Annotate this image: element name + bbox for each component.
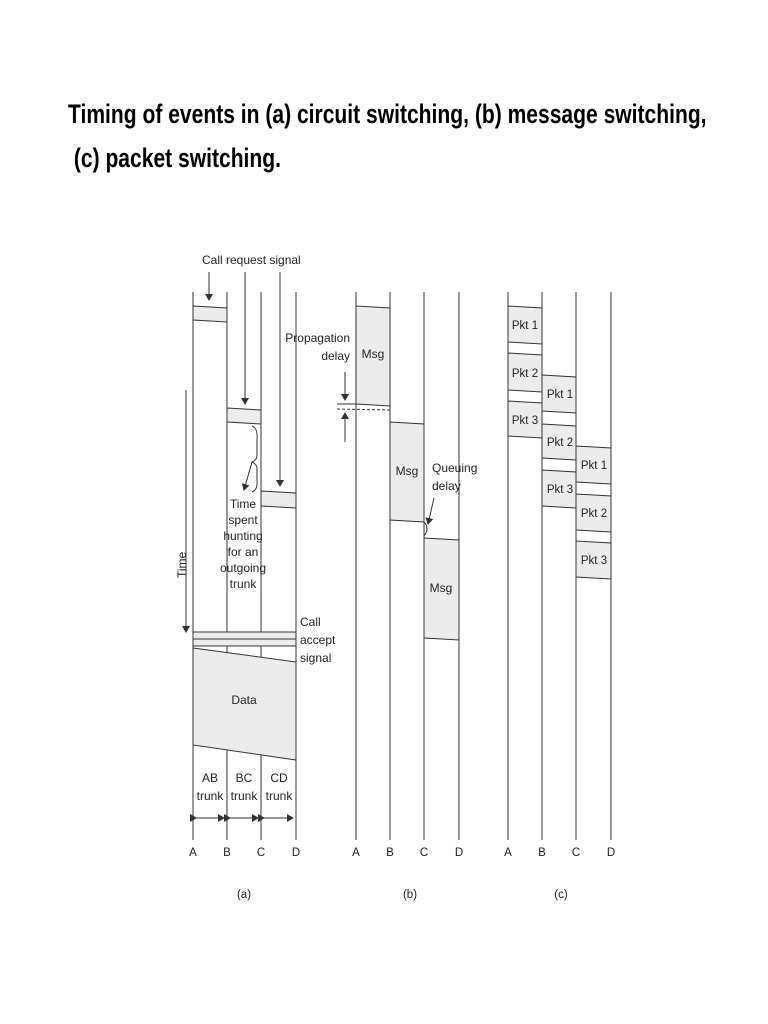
node-d-label-b: D bbox=[454, 847, 464, 859]
node-d-label-a: D bbox=[291, 847, 301, 859]
pkt2-bc-label: Pkt 2 bbox=[546, 437, 574, 449]
call-request-cd bbox=[261, 491, 296, 508]
node-b-label-b: B bbox=[386, 847, 394, 859]
time-label: Time bbox=[175, 551, 189, 578]
hunt-label-3: for an bbox=[227, 545, 259, 559]
pkt2-ab-label: Pkt 2 bbox=[511, 368, 539, 380]
node-c-label-a: C bbox=[256, 847, 266, 859]
trunk-bc-1: trunk bbox=[230, 789, 258, 803]
trunk-cd-1: trunk bbox=[265, 789, 293, 803]
hunt-label-4: outgoing bbox=[219, 561, 267, 575]
trunk-bc-0: BC bbox=[235, 771, 253, 785]
trunk-ab-0: AB bbox=[201, 771, 219, 785]
data-label: Data bbox=[231, 693, 257, 707]
hunt-label-2: hunting bbox=[223, 529, 263, 543]
node-b-label-a: B bbox=[223, 847, 231, 859]
node-c-label-c: C bbox=[571, 847, 581, 859]
msg-label-2: Msg bbox=[395, 464, 419, 478]
trunk-cd-0: CD bbox=[270, 771, 288, 785]
pkt1-bc-label: Pkt 1 bbox=[546, 389, 574, 401]
node-c-label-b: C bbox=[419, 847, 429, 859]
caption-c: (c) bbox=[554, 889, 568, 901]
hunt-brace bbox=[252, 426, 257, 492]
call-request-ab bbox=[193, 306, 227, 322]
accept-label-1: accept bbox=[300, 633, 336, 647]
prop-label-0: Propagation bbox=[285, 331, 350, 345]
pkt3-bc-label: Pkt 3 bbox=[546, 484, 574, 496]
pkt3-ab-label: Pkt 3 bbox=[511, 415, 539, 427]
node-a-label-b: A bbox=[352, 847, 360, 859]
call-request-bc bbox=[227, 408, 261, 424]
call-request-label: Call request signal bbox=[202, 253, 301, 267]
hunt-label-1: spent bbox=[228, 513, 258, 527]
queuing-label-1: delay bbox=[432, 479, 461, 493]
caption-b: (b) bbox=[402, 889, 418, 901]
panel-a-labels bbox=[175, 253, 336, 901]
node-a-label-c: A bbox=[504, 847, 512, 859]
pkt1-cd-label: Pkt 1 bbox=[580, 460, 608, 472]
queuing-label-0: Queuing bbox=[432, 461, 478, 475]
node-a-label-a: A bbox=[189, 847, 197, 859]
hunt-label-5: trunk bbox=[229, 577, 257, 591]
accept-label-2: signal bbox=[300, 651, 332, 665]
node-b-label-c: B bbox=[538, 847, 546, 859]
pkt1-ab-label: Pkt 1 bbox=[511, 320, 539, 332]
accept-label-0: Call bbox=[300, 615, 321, 629]
title-line-2: (c) packet switching. bbox=[68, 143, 281, 173]
panel-b bbox=[337, 292, 459, 840]
msg-label-3: Msg bbox=[429, 581, 453, 595]
caption-a: (a) bbox=[236, 889, 252, 901]
pkt2-cd-label: Pkt 2 bbox=[580, 508, 608, 520]
pkt3-cd-label: Pkt 3 bbox=[580, 555, 608, 567]
hunt-label-0: Time bbox=[229, 497, 257, 511]
node-d-label-c: D bbox=[606, 847, 616, 859]
trunk-ab-1: trunk bbox=[196, 789, 224, 803]
prop-label-1: delay bbox=[321, 349, 350, 363]
title-line-1: Timing of events in (a) circuit switching, (b) message switching, bbox=[68, 99, 707, 129]
msg-label-1: Msg bbox=[361, 347, 385, 361]
